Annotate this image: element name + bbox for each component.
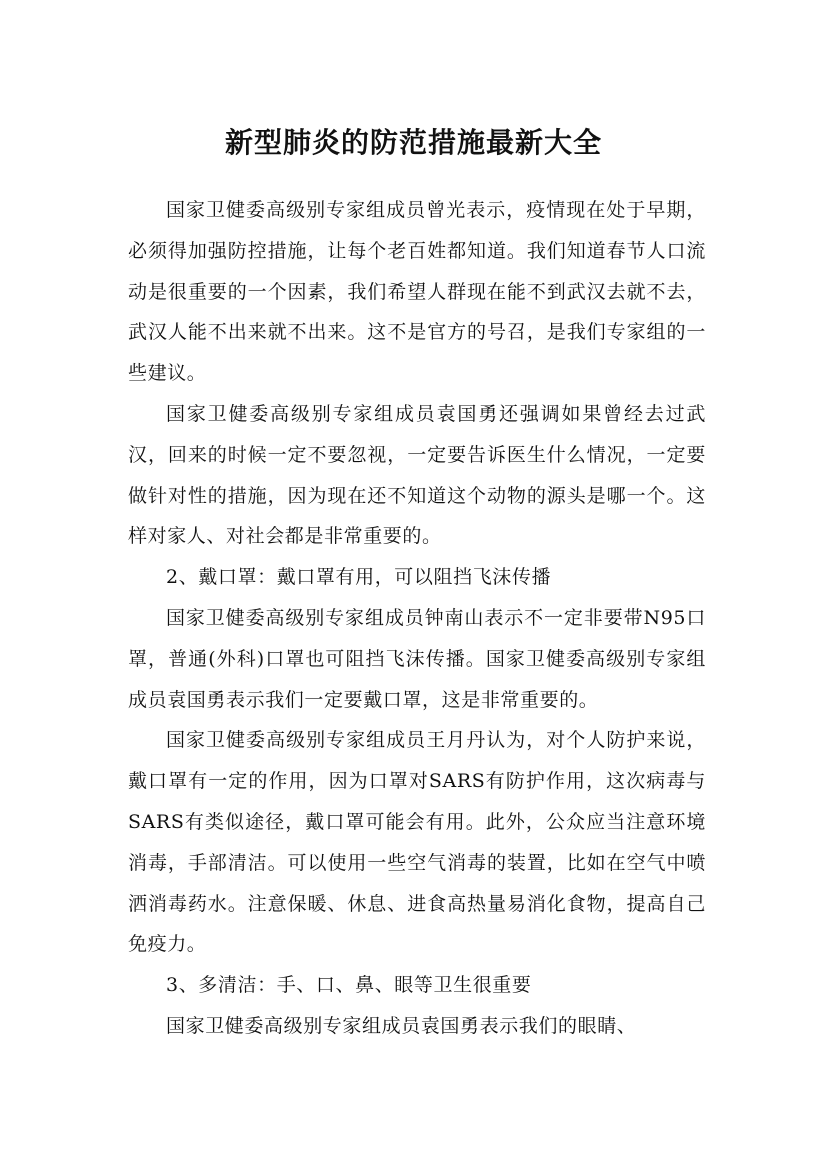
document-title: 新型肺炎的防范措施最新大全: [224, 125, 602, 159]
paragraph-yuan-guoyong-eyes: 国家卫健委高级别专家组成员袁国勇表示我们的眼睛、: [166, 1014, 637, 1037]
document-body: [128, 190, 706, 1047]
paragraph-wang-yuedan: 国家卫健委高级别专家组成员王月丹认为，对个人防护来说，戴口罩有一定的作用，因为口罩对SARS有防护作用，这次病毒与SARS有类似途径，戴口罩可能会有用。此外，公众应当注意环境消毒，手部清洁。可以使用一些空气消毒的装置，比如在空气中喷洒消毒药水。注意保暖、休息、进食高热量易消化食物，提高自己免疫力。: [128, 729, 706, 956]
paragraph-zeng-guang: 国家卫健委高级别专家组成员曾光表示，疫情现在处于早期，必须得加强防控措施，让每个老百姓都知道。我们知道春节人口流动是很重要的一个因素，我们希望人群现在能不到武汉去就不去，武汉人能不出来就不出来。这不是官方的号召，是我们专家组的一些建议。: [128, 199, 706, 385]
paragraph-yuan-guoyong-travel: 国家卫健委高级别专家组成员袁国勇还强调如果曾经去过武汉，回来的时候一定不要忽视，一定要告诉医生什么情况，一定要做针对性的措施，因为现在还不知道这个动物的源头是哪一个。这样对家人、对社会都是非常重要的。: [128, 402, 706, 548]
section-heading-cleaning: 3、多清洁：手、口、鼻、眼等卫生很重要: [166, 974, 532, 997]
section-heading-masks: 2、戴口罩：戴口罩有用，可以阻挡飞沫传播: [166, 566, 552, 589]
paragraph-zhong-nanshan: 国家卫健委高级别专家组成员钟南山表示不一定非要带N95口罩，普通(外科)口罩也可阻挡飞沫传播。国家卫健委高级别专家组成员袁国勇表示我们一定要戴口罩，这是非常重要的。: [128, 606, 706, 711]
